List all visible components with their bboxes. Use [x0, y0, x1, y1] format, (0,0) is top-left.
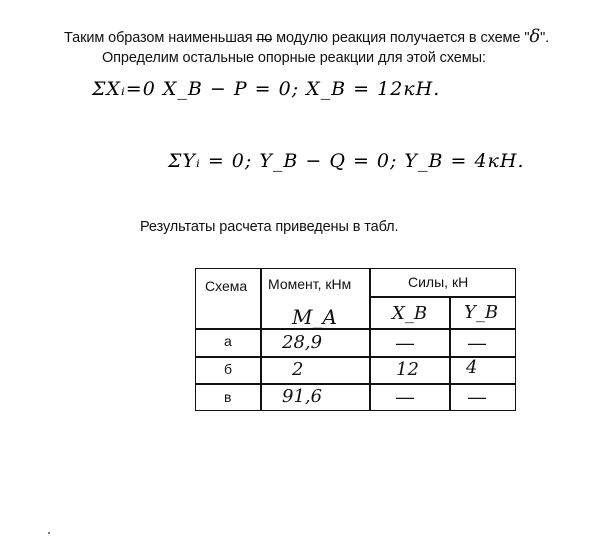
- struck-word: по: [256, 30, 273, 46]
- header-forces: Силы, кН: [408, 274, 469, 290]
- conclusion-text-start: Таким образом наименьшая: [64, 30, 253, 46]
- determine-line: [102, 50, 486, 66]
- row-c-moment: 91,6: [282, 386, 323, 407]
- table-vline-3: [449, 296, 451, 410]
- scheme-letter: δ: [529, 26, 541, 47]
- table-vline-2: [369, 269, 371, 410]
- conclusion-line: [64, 26, 549, 47]
- table-vline-1: [260, 269, 262, 410]
- row-a-scheme: а: [224, 333, 232, 349]
- row-b-y: 4: [466, 357, 478, 378]
- subheader-xb: X_B: [392, 303, 428, 324]
- conclusion-close: ".: [540, 30, 550, 46]
- scan-speck: [48, 532, 50, 534]
- results-line: [140, 219, 398, 235]
- subheader-yb: Y_B: [464, 302, 499, 323]
- conclusion-text-end: модулю реакция получается в схеме ": [276, 30, 530, 46]
- equation-y: [168, 150, 524, 172]
- row-c-x: —: [396, 387, 414, 407]
- results-text: Результаты расчета приведены в табл.: [140, 219, 399, 235]
- header-scheme: Схема: [205, 278, 248, 294]
- row-c-y: —: [468, 387, 486, 407]
- row-a-x: —: [396, 333, 414, 353]
- row-c-scheme: в: [224, 389, 232, 405]
- table-hline-header: [196, 328, 515, 330]
- table-hline-row2: [196, 383, 515, 385]
- row-a-y: —: [468, 333, 486, 353]
- equation-x: [92, 78, 440, 100]
- determine-text: Определим остальные опорные реакции для этой схемы:: [102, 50, 486, 66]
- row-b-scheme: б: [224, 361, 233, 377]
- subheader-moment: M_A: [292, 305, 337, 329]
- table-hline-forces: [369, 296, 515, 298]
- header-moment: Момент, кНм: [268, 276, 352, 292]
- row-b-x: 12: [396, 359, 419, 380]
- row-b-moment: 2: [292, 359, 304, 380]
- results-table: [195, 268, 516, 411]
- equation-y-text: ΣYᵢ = 0; Y_B − Q = 0; Y_B = 4кН.: [168, 150, 525, 172]
- row-a-moment: 28,9: [282, 332, 323, 353]
- equation-x-text: ΣXᵢ=0 X_B − P = 0; X_B = 12кН.: [92, 78, 441, 100]
